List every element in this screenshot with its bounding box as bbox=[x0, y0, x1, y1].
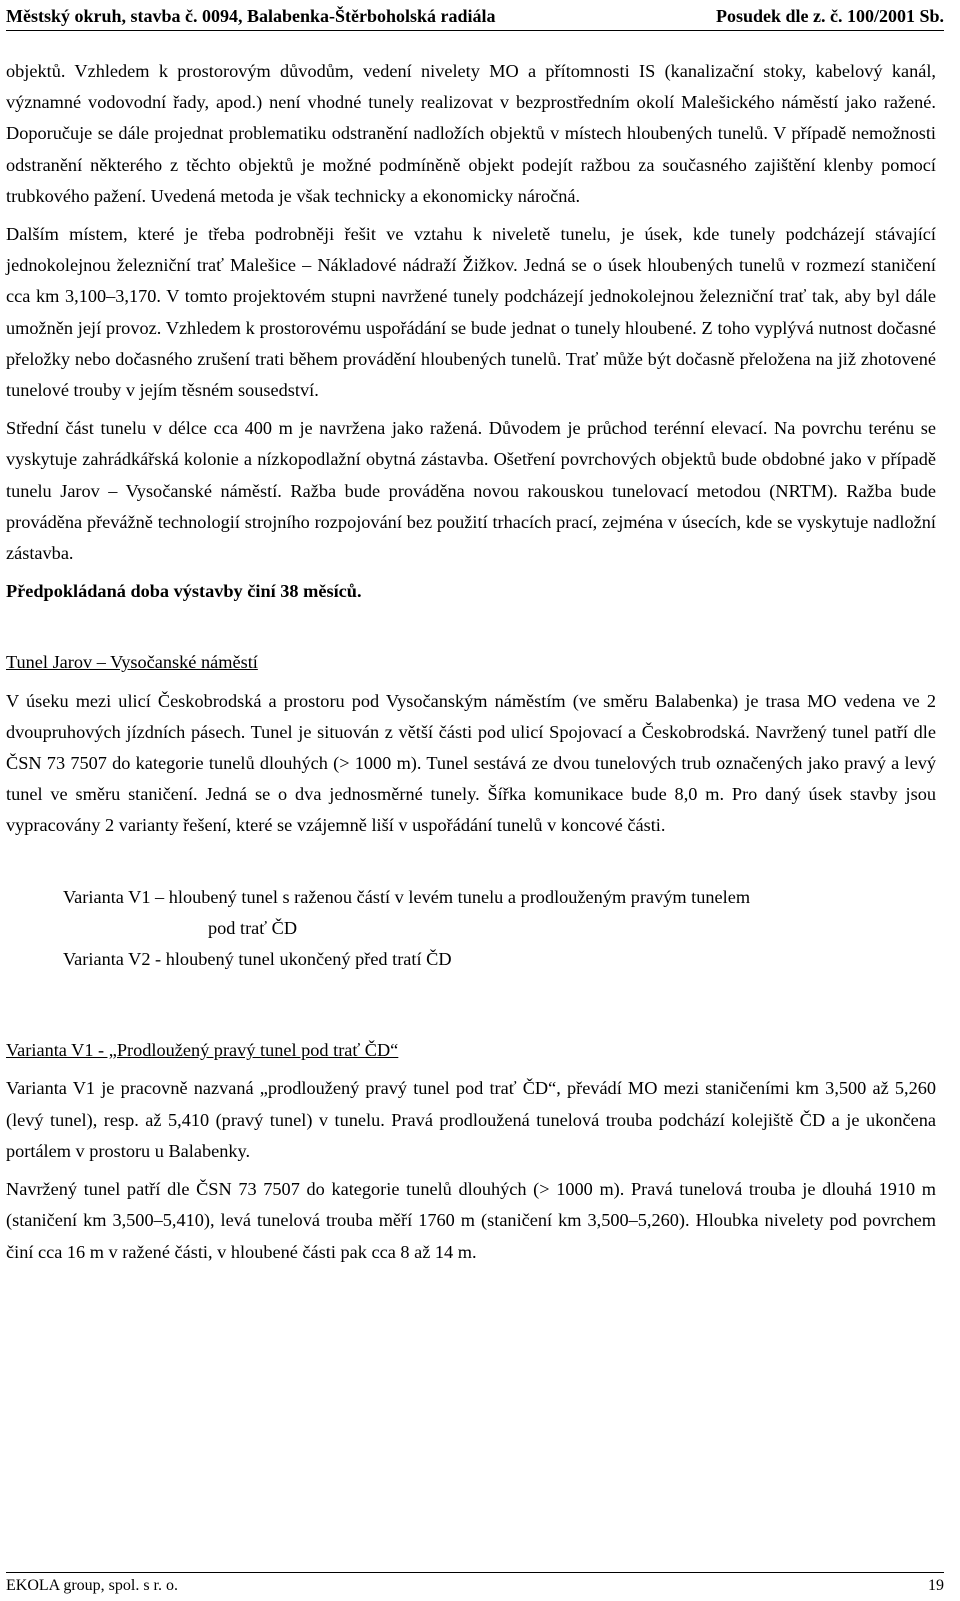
page-header bbox=[6, 2, 944, 31]
document-body bbox=[6, 56, 936, 1268]
footer-company: EKOLA group, spol. s r. o. bbox=[6, 1577, 178, 1594]
variant-v1: Varianta V1 – hloubený tunel s raženou částí v levém tunelu a prodlouženým pravým tunelem bbox=[63, 886, 751, 907]
paragraph-railway-crossing: Dalším místem, které je třeba podrobněji řešit ve vztahu k niveletě tunelu, je úsek, kde tunely podcházejí stávající jednokolejnou železniční trať Malešice – Nákladové nádraží Žižkov. Jedná se o úsek hloubených tunelů v rozmezí staničení cca km 3,100–3,170. V tomto projektovém stupni navržené tunely podcházejí jednokolejnou železniční trať tak, aby byl dále umožněn její provoz. Vzhledem k prostorovému uspořádání se bude jednat o tunely hloubené. Z toho vyplývá nutnost dočasné přeložky nebo dočasného zrušení trati během provádění hloubených tunelů. Trať může být dočasně přeložena na již zhotovené tunelové trouby v jejím těsném sousedství. bbox=[6, 224, 936, 401]
variant-list bbox=[63, 882, 936, 976]
header-title: Městský okruh, stavba č. 0094, Balabenka-Štěrboholská radiála bbox=[6, 6, 496, 26]
variant-v2: Varianta V2 - hloubený tunel ukončený před tratí ČD bbox=[63, 949, 452, 970]
paragraph-middle-section: Střední část tunelu v délce cca 400 m je navržena jako ražená. Důvodem je průchod terénní elevací. Na povrchu terénu se vyskytuje zahrádkářská kolonie a nízkopodlažní obytná zástavba. Ošetření povrchových objektů bude obdobné jako v případě tunelu Jarov – Vysočanské náměstí. Ražba bude prováděna novou rakouskou tunelovací metodou (NRTM). Ražba bude prováděna převážně technologií strojního rozpojování bez použití trhacích prací, zejména v úsecích, kde se vyskytuje nadložní zástavba. bbox=[6, 418, 936, 564]
page-number: 19 bbox=[928, 1577, 944, 1594]
paragraph-variant-v1: Varianta V1 je pracovně nazvaná „prodloužený pravý tunel pod trať ČD“, převádí MO mezi staničeními km 3,500 až 5,260 (levý tunel), resp. až 5,410 (pravý tunel) v tunelu. Pravá prodloužená tunelová trouba podchází kolejiště ČD a je ukončena portálem v prostoru u Balabenky. bbox=[6, 1078, 936, 1161]
page-footer bbox=[6, 1572, 944, 1599]
paragraph-jarov: V úseku mezi ulicí Českobrodská a prostoru pod Vysočanským náměstím (ve směru Balabenka) je trasa MO vedena ve 2 dvoupruhových jízdních pásech. Tunel je situován z větší části pod ulicí Spojovací a Českobrodská. Navržený tunel patří dle ČSN 73 7507 do kategorie tunelů dlouhých (> 1000 m). Tunel sestává ze dvou tunelových trub označených jako pravý a levý tunel ve směru staničení. Jedná se o dva jednosměrné tunely. Šířka komunikace bude 8,0 m. Pro daný úsek stavby jsou vypracovány 2 varianty řešení, které se vzájemně liší v uspořádání tunelů v koncové části. bbox=[6, 690, 936, 836]
header-reference: Posudek dle z. č. 100/2001 Sb. bbox=[715, 6, 944, 26]
paragraph-malesice: objektů. Vzhledem k prostorovým důvodům, vedení nivelety MO a přítomnosti IS (kanalizační stoky, kabelový kanál, významné vodovodní řady, apod.) není vhodné tunely realizovat v bezprostředním okolí Malešického náměstí jako ražené. Doporučuje se dále projednat problematiku odstranění nadložích objektů v místech hloubených tunelů. V případě nemožnosti odstranění některého z těchto objektů je možné podmíněně objekt podejít ražbou za současného zajištění klenby pomocí trubkového pažení. Uvedená metoda je však technicky a ekonomicky náročná. bbox=[6, 61, 936, 206]
variant-v1-continuation: pod trať ČD bbox=[208, 917, 298, 938]
section-heading-variant-v1: Varianta V1 - „Prodloužený pravý tunel pod trať ČD“ bbox=[6, 1040, 399, 1061]
construction-duration: Předpokládaná doba výstavby činí 38 měsíců. bbox=[6, 581, 362, 602]
paragraph-tunnel-lengths: Navržený tunel patří dle ČSN 73 7507 do kategorie tunelů dlouhých (> 1000 m). Pravá tunelová trouba je dlouhá 1910 m (staničení km 3,500–5,410), levá tunelová trouba měří 1760 m (staničení km 3,500–5,260). Hloubka nivelety pod povrchem činí cca 16 m v ražené části, v hloubené části pak cca 8 až 14 m. bbox=[6, 1179, 936, 1262]
section-heading-jarov: Tunel Jarov – Vysočanské náměstí bbox=[6, 652, 258, 673]
